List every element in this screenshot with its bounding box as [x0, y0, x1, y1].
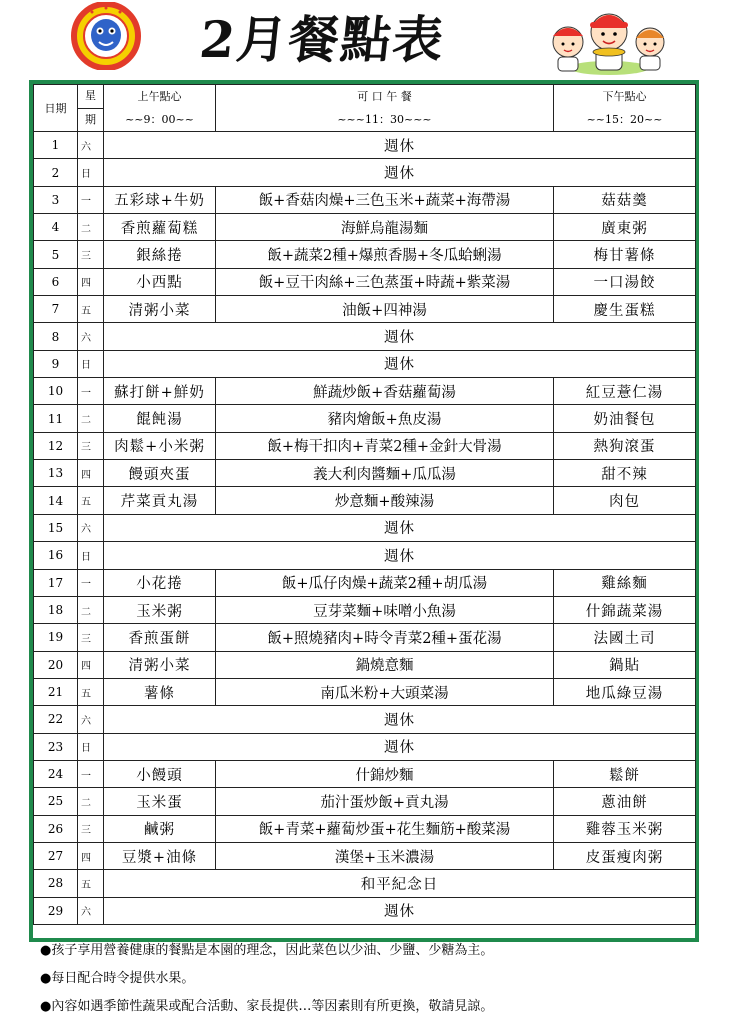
weekday-cell: 一 — [78, 760, 104, 787]
lunch-cell: 飯+照燒豬肉+時令青菜2種+蛋花湯 — [216, 624, 554, 651]
day-cell: 12 — [34, 432, 78, 459]
weekday-cell: 三 — [78, 432, 104, 459]
lunch-cell: 南瓜米粉+大頭菜湯 — [216, 678, 554, 705]
day-cell: 20 — [34, 651, 78, 678]
day-cell: 24 — [34, 760, 78, 787]
pm-snack-cell: 廣東粥 — [554, 214, 696, 241]
weekday-cell: 日 — [78, 733, 104, 760]
weekday-cell: 四 — [78, 842, 104, 869]
weekday-cell: 二 — [78, 788, 104, 815]
table-row — [34, 132, 696, 159]
am-snack-cell: 玉米粥 — [104, 596, 216, 623]
pm-snack-cell: 熱狗滾蛋 — [554, 432, 696, 459]
am-snack-cell: 芹菜貢丸湯 — [104, 487, 216, 514]
table-row — [34, 706, 696, 733]
header-pm-time: ~~15：20~~ — [554, 108, 696, 132]
weekday-cell: 五 — [78, 296, 104, 323]
table-row — [34, 241, 696, 268]
pm-snack-cell: 慶生蛋糕 — [554, 296, 696, 323]
weekday-cell: 一 — [78, 186, 104, 213]
day-cell: 22 — [34, 706, 78, 733]
table-row — [34, 350, 696, 377]
am-snack-cell: 蘇打餅+鮮奶 — [104, 378, 216, 405]
lunch-cell: 什錦炒麵 — [216, 760, 554, 787]
weekday-cell: 四 — [78, 651, 104, 678]
table-row — [34, 733, 696, 760]
weekday-cell: 二 — [78, 596, 104, 623]
pm-snack-cell: 一口湯餃 — [554, 268, 696, 295]
closed-cell: 週休 — [104, 897, 696, 924]
school-logo — [70, 2, 142, 70]
weekday-cell: 六 — [78, 132, 104, 159]
weekday-cell: 四 — [78, 460, 104, 487]
pm-snack-cell: 菇菇羹 — [554, 186, 696, 213]
day-cell: 17 — [34, 569, 78, 596]
am-snack-cell: 五彩球+牛奶 — [104, 186, 216, 213]
header-lunch-label: 可 口 午 餐 — [216, 85, 554, 109]
day-cell: 15 — [34, 514, 78, 541]
day-cell: 5 — [34, 241, 78, 268]
day-cell: 18 — [34, 596, 78, 623]
day-cell: 10 — [34, 378, 78, 405]
table-row — [34, 624, 696, 651]
am-snack-cell: 銀絲捲 — [104, 241, 216, 268]
table-header-row-2 — [34, 108, 696, 132]
header-am-time: ~~9：00~~ — [104, 108, 216, 132]
weekday-cell: 五 — [78, 487, 104, 514]
am-snack-cell: 玉米蛋 — [104, 788, 216, 815]
pm-snack-cell: 甜不辣 — [554, 460, 696, 487]
kids-illustration — [544, 2, 674, 78]
header-lunch-time: ~~~11：30~~~ — [216, 108, 554, 132]
table-row — [34, 514, 696, 541]
day-cell: 3 — [34, 186, 78, 213]
table-row — [34, 405, 696, 432]
header-weekday-1: 星 — [78, 85, 104, 109]
day-cell: 29 — [34, 897, 78, 924]
lunch-cell: 飯+香菇肉燥+三色玉米+蔬菜+海帶湯 — [216, 186, 554, 213]
table-row — [34, 897, 696, 924]
lunch-cell: 鮮蔬炒飯+香菇蘿蔔湯 — [216, 378, 554, 405]
am-snack-cell: 薯條 — [104, 678, 216, 705]
weekday-cell: 六 — [78, 514, 104, 541]
note-item: ●孩子享用營養健康的餐點是本園的理念，因此菜色以少油、少鹽、少糖為主。 — [40, 943, 494, 958]
am-snack-cell: 饅頭夾蛋 — [104, 460, 216, 487]
lunch-cell: 飯+青菜+蘿蔔炒蛋+花生麵筋+酸菜湯 — [216, 815, 554, 842]
lunch-cell: 海鮮烏龍湯麵 — [216, 214, 554, 241]
am-snack-cell: 小西點 — [104, 268, 216, 295]
pm-snack-cell: 法國土司 — [554, 624, 696, 651]
table-row — [34, 815, 696, 842]
closed-cell: 週休 — [104, 159, 696, 186]
table-row — [34, 596, 696, 623]
table-row — [34, 159, 696, 186]
closed-cell: 週休 — [104, 733, 696, 760]
day-cell: 2 — [34, 159, 78, 186]
pm-snack-cell: 皮蛋瘦肉粥 — [554, 842, 696, 869]
day-cell: 8 — [34, 323, 78, 350]
lunch-cell: 茄汁蛋炒飯+貢丸湯 — [216, 788, 554, 815]
closed-cell: 週休 — [104, 350, 696, 377]
day-cell: 6 — [34, 268, 78, 295]
lunch-cell: 飯+蔬菜2種+爆煎香腸+冬瓜蛤蜊湯 — [216, 241, 554, 268]
table-row — [34, 651, 696, 678]
table-row — [34, 569, 696, 596]
lunch-cell: 飯+梅干扣肉+青菜2種+金針大骨湯 — [216, 432, 554, 459]
am-snack-cell: 豆漿+油條 — [104, 842, 216, 869]
lunch-cell: 義大利肉醬麵+瓜瓜湯 — [216, 460, 554, 487]
lunch-cell: 豆芽菜麵+味噌小魚湯 — [216, 596, 554, 623]
weekday-cell: 日 — [78, 542, 104, 569]
closed-cell: 週休 — [104, 514, 696, 541]
notes — [40, 940, 730, 1024]
weekday-cell: 五 — [78, 678, 104, 705]
weekday-cell: 二 — [78, 405, 104, 432]
pm-snack-cell: 蔥油餅 — [554, 788, 696, 815]
lunch-cell: 油飯+四神湯 — [216, 296, 554, 323]
table-row — [34, 323, 696, 350]
weekday-cell: 六 — [78, 897, 104, 924]
table-row — [34, 186, 696, 213]
am-snack-cell: 餛飩湯 — [104, 405, 216, 432]
day-cell: 27 — [34, 842, 78, 869]
header-date: 日期 — [34, 85, 78, 132]
weekday-cell: 三 — [78, 241, 104, 268]
meal-table — [33, 84, 696, 925]
pm-snack-cell: 梅甘薯條 — [554, 241, 696, 268]
page-title: 2月餐點表 — [196, 10, 448, 69]
pm-snack-cell: 地瓜綠豆湯 — [554, 678, 696, 705]
am-snack-cell: 清粥小菜 — [104, 296, 216, 323]
weekday-cell: 日 — [78, 159, 104, 186]
day-cell: 13 — [34, 460, 78, 487]
pm-snack-cell: 鬆餅 — [554, 760, 696, 787]
table-row — [34, 378, 696, 405]
weekday-cell: 三 — [78, 624, 104, 651]
day-cell: 25 — [34, 788, 78, 815]
weekday-cell: 四 — [78, 268, 104, 295]
pm-snack-cell: 紅豆薏仁湯 — [554, 378, 696, 405]
table-row — [34, 870, 696, 897]
table-row — [34, 296, 696, 323]
pm-snack-cell: 肉包 — [554, 487, 696, 514]
day-cell: 26 — [34, 815, 78, 842]
lunch-cell: 飯+豆干肉絲+三色蒸蛋+時蔬+紫菜湯 — [216, 268, 554, 295]
weekday-cell: 一 — [78, 569, 104, 596]
table-row — [34, 460, 696, 487]
pm-snack-cell: 奶油餐包 — [554, 405, 696, 432]
weekday-cell: 日 — [78, 350, 104, 377]
table-header-row — [34, 85, 696, 109]
closed-cell: 週休 — [104, 706, 696, 733]
note-item: ●內容如遇季節性蔬果或配合活動、家長提供…等因素則有所更換，敬請見諒。 — [40, 999, 494, 1014]
table-row — [34, 214, 696, 241]
am-snack-cell: 小饅頭 — [104, 760, 216, 787]
table-row — [34, 268, 696, 295]
closed-cell: 週休 — [104, 323, 696, 350]
am-snack-cell: 肉鬆+小米粥 — [104, 432, 216, 459]
day-cell: 16 — [34, 542, 78, 569]
lunch-cell: 飯+瓜仔肉燥+蔬菜2種+胡瓜湯 — [216, 569, 554, 596]
am-snack-cell: 鹹粥 — [104, 815, 216, 842]
table-row — [34, 678, 696, 705]
day-cell: 19 — [34, 624, 78, 651]
lunch-cell: 漢堡+玉米濃湯 — [216, 842, 554, 869]
table-row — [34, 432, 696, 459]
lunch-cell: 鍋燒意麵 — [216, 651, 554, 678]
weekday-cell: 一 — [78, 378, 104, 405]
closed-cell: 週休 — [104, 542, 696, 569]
table-row — [34, 760, 696, 787]
weekday-cell: 二 — [78, 214, 104, 241]
table-row — [34, 487, 696, 514]
day-cell: 21 — [34, 678, 78, 705]
day-cell: 7 — [34, 296, 78, 323]
table-row — [34, 842, 696, 869]
closed-cell: 和平紀念日 — [104, 870, 696, 897]
am-snack-cell: 小花捲 — [104, 569, 216, 596]
pm-snack-cell: 什錦蔬菜湯 — [554, 596, 696, 623]
pm-snack-cell: 雞絲麵 — [554, 569, 696, 596]
table-row — [34, 788, 696, 815]
weekday-cell: 五 — [78, 870, 104, 897]
day-cell: 23 — [34, 733, 78, 760]
am-snack-cell: 清粥小菜 — [104, 651, 216, 678]
pm-snack-cell: 雞蓉玉米粥 — [554, 815, 696, 842]
am-snack-cell: 香煎蛋餅 — [104, 624, 216, 651]
header-weekday-2: 期 — [78, 108, 104, 132]
day-cell: 9 — [34, 350, 78, 377]
closed-cell: 週休 — [104, 132, 696, 159]
weekday-cell: 三 — [78, 815, 104, 842]
weekday-cell: 六 — [78, 323, 104, 350]
day-cell: 4 — [34, 214, 78, 241]
lunch-cell: 炒意麵+酸辣湯 — [216, 487, 554, 514]
note-item: ●每日配合時令提供水果。 — [40, 971, 195, 986]
day-cell: 11 — [34, 405, 78, 432]
weekday-cell: 六 — [78, 706, 104, 733]
day-cell: 1 — [34, 132, 78, 159]
day-cell: 28 — [34, 870, 78, 897]
header-am-label: 上午點心 — [104, 85, 216, 109]
table-row — [34, 542, 696, 569]
header-pm-label: 下午點心 — [554, 85, 696, 109]
pm-snack-cell: 鍋貼 — [554, 651, 696, 678]
lunch-cell: 豬肉燴飯+魚皮湯 — [216, 405, 554, 432]
am-snack-cell: 香煎蘿蔔糕 — [104, 214, 216, 241]
day-cell: 14 — [34, 487, 78, 514]
